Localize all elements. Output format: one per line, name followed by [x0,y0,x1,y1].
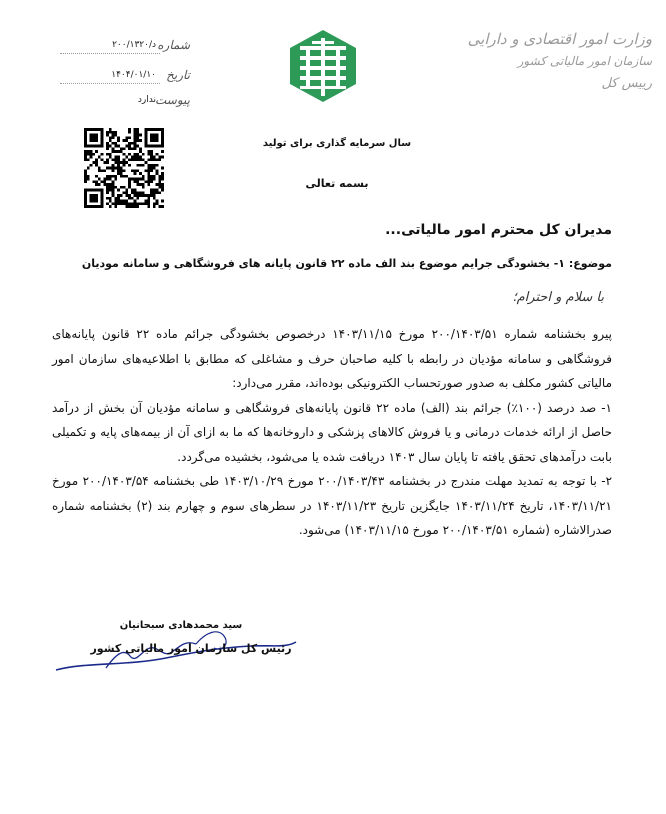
signatory-name: سید محمدهادی سبحانیان [119,620,243,631]
attachment-field [60,93,190,113]
subject-line: موضوع: ۱- بخشودگی جرایم موضوع بند الف ماده ۲۲ قانون پایانه های فروشگاهی و سامانه مودیان [81,257,612,270]
date-value: ۱۴۰۴/۰۱/۱۰ [111,70,156,80]
letter-body [52,322,612,543]
body-paragraph: ۲- با توجه به تمدید مهلت مندرج در بخشنامه ۲۰۰/۱۴۰۳/۴۳ مورخ ۱۴۰۳/۱۰/۲۹ طی بخشنامه ۲۰۰/۱۴۰۳/۵۴ مورخ ۱۴۰۳/۱۱/۲۱، تاریخ ۱۴۰۳/۱۱/۲۴ جایگزین تاریخ ۱۴۰۳/۱۱/۲۳ در سطرهای سوم و چهارم بند (۲) بخشنامه شماره صدرالاشاره (شماره ۲۰۰/۱۴۰۳/۵۱ مورخ ۱۴۰۳/۱۱/۱۵) می‌شود. [52,474,613,537]
date-dotted-line [60,83,160,84]
number-dotted-line [60,53,160,54]
greeting: با سلام و احترام؛ [512,290,604,305]
signature-block [46,618,306,682]
organization-header [467,30,652,91]
number-value: د/۲۰۰/۱۳۲۰ [112,40,156,50]
organization-name: سازمان امور مالیاتی کشور [517,54,652,68]
letter-number-field [60,38,190,58]
ministry-name: وزارت امور اقتصادی و دارایی [467,30,652,48]
body-paragraph: ۱- صد درصد (۱۰۰٪) جرائم بند (الف) ماده ۲۲ قانون پایانه‌های فروشگاهی و سامانه مؤدیان آن بخش از درآمد حاصل از ارائه خدمات درمانی و یا فروش کالاهای پزشکی و داروخانه‌ها که ما به ازای آن از بیمه‌های پایه و تکمیلی بابت درآمدهای تحقق یافته تا پایان سال ۱۴۰۳ دریافت شده یا می‌شود، بخشیده می‌گردد. [52,400,612,464]
date-label: تاریخ [166,68,190,82]
bismillah-heading: بسمه تعالی [305,177,369,190]
tax-organization-logo-icon [290,30,356,102]
office-title: رییس کل [601,76,652,91]
attachment-value: ندارد [137,95,156,105]
qr-code-icon [84,128,164,208]
attachment-label: پیوست [155,93,190,107]
year-motto: سال سرمایه گذاری برای تولید [262,138,412,149]
letter-date-field [60,68,190,88]
addressee: مدیران کل محترم امور مالیاتی... [385,222,612,238]
body-paragraph: پیرو بخشنامه شماره ۲۰۰/۱۴۰۳/۵۱ مورخ ۱۴۰۳/۱۱/۱۵ درخصوص بخشودگی جرائم ماده ۲۲ قانون پایانه‌های فروشگاهی و سامانه مؤدیان در رابطه با کلیه صاحبان حرف و مشاغلی که مطابق با اطلاعیه‌های سازمان امور مالیاتی کشور مکلف به صدور صورتحساب الکترونیکی بوده‌اند، مقرر می‌دارد: [52,327,612,390]
number-label: شماره [157,38,190,52]
signatory-title: رئیس کل سازمان امور مالیاتی کشور [90,642,292,655]
